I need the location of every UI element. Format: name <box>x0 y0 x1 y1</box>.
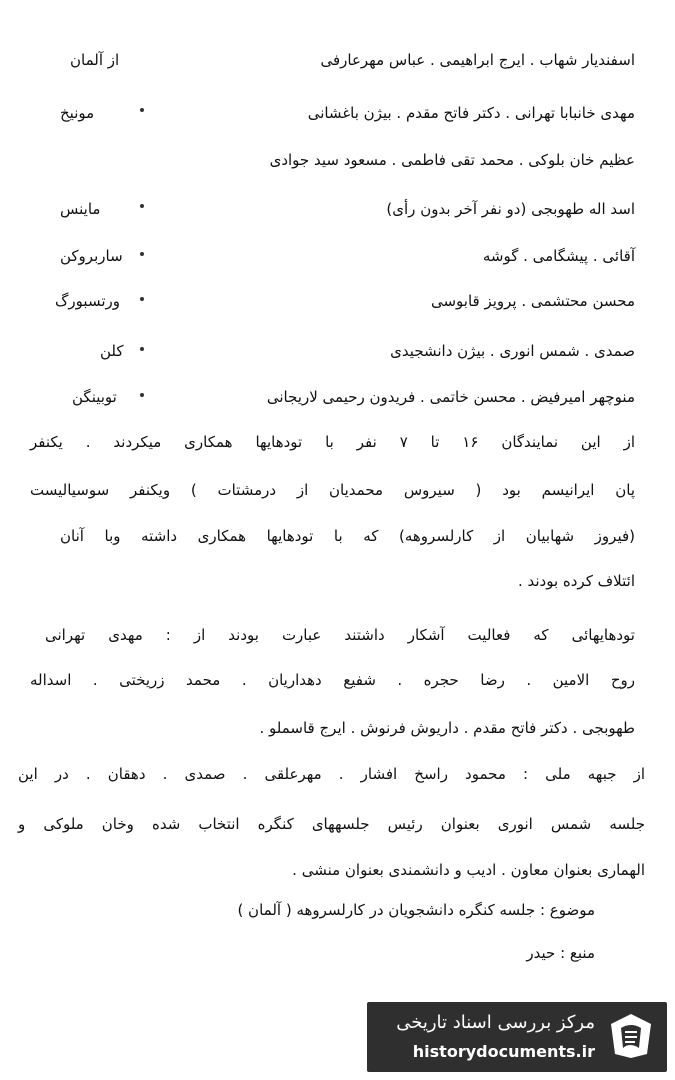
attendance-row <box>267 387 635 407</box>
city-label: کلن <box>100 342 124 360</box>
paragraph-line: الهماری بعنوان معاون . ادیب و دانشمندی بعنوان منشی . <box>292 861 645 879</box>
scan-speck <box>140 393 144 397</box>
paragraph-line: ائتلاف کرده بودند . <box>517 572 635 590</box>
scan-speck <box>140 204 144 208</box>
attendee-names: آقائی . پیشگامی . گوشه <box>482 247 635 265</box>
subject-label: موضوع : <box>539 901 595 919</box>
paragraph-line: پان ایرانیسم بود ( سیروس محمدیان از درمشتات ) ویکنفر سوسیالیست <box>30 481 635 499</box>
subject-text: جلسه کنگره دانشجویان در کارلسروهه ( آلمان ) <box>237 901 536 919</box>
paragraph-line: از این نمایندگان ۱۶ تا ۷ نفر با تودهایها همکاری میکردند . یکنفر <box>30 433 635 451</box>
scan-speck <box>140 108 144 112</box>
attendee-names: اسد اله طهوبجی (دو نفر آخر بدون رأی) <box>386 200 635 218</box>
scan-speck <box>140 297 144 301</box>
city-label: مونیخ <box>60 104 95 122</box>
attendance-row <box>205 199 635 219</box>
paragraph-line: از جبهه ملی : محمود راسخ افشار . مهرعلقی . صمدی . دهقان . در این <box>18 765 645 783</box>
attendance-row <box>205 50 635 70</box>
attendee-names: منوچهر امیرفیض . محسن خاتمی . فریدون رحیمی لاریجانی <box>266 388 635 406</box>
paragraph-line: (فیروز شهابیان از کارلسروهه) که با تودهایها همکاری داشته وبا آنان <box>60 527 635 545</box>
scan-speck <box>140 252 144 256</box>
watermark-url[interactable]: historydocuments.ir <box>412 1042 595 1061</box>
attendee-names: عظیم خان بلوکی . محمد تقی فاطمی . مسعود سید جوادی <box>269 151 635 169</box>
attendance-row <box>390 341 635 361</box>
paragraph-line: جلسه شمس انوری بعنوان رئیس جلسههای کنگره انتخاب شده وخان ملوکی و <box>18 815 645 833</box>
paragraph-line: طهوبجی . دکتر فاتح مقدم . داریوش فرنوش . ایرج قاسملو . <box>259 719 635 737</box>
attendee-names: محسن محتشمی . پرویز قابوسی <box>430 292 635 310</box>
attendance-row <box>205 103 635 123</box>
source-line <box>526 943 595 963</box>
paragraph-line: تودهایهائی که فعالیت آشکار داشتند عبارت بودند از : مهدی تهرانی <box>45 626 635 644</box>
city-label: ماینس <box>60 200 101 218</box>
attendee-names: مهدی خانبابا تهرانی . دکتر فاتح مقدم . بیژن باغشانی <box>307 104 635 122</box>
scan-speck <box>140 347 144 351</box>
attendance-row <box>431 291 635 311</box>
attendee-names: صمدی . شمس انوری . بیژن دانشجیدی <box>390 342 635 360</box>
city-label: ساربروکن <box>60 247 123 265</box>
paragraph-line: روح الامین . رضا حجره . شفیع دهداریان . محمد زریختی . اسداله <box>30 671 635 689</box>
watermark-title: مرکز بررسی اسناد تاریخی <box>396 1012 595 1033</box>
city-label: ورتسبورگ <box>55 292 120 310</box>
city-label: از آلمان <box>70 51 120 69</box>
watermark-banner <box>367 1002 667 1072</box>
attendee-names: اسفندیار شهاب . ایرج ابراهیمی . عباس مهرعارفی <box>320 51 635 69</box>
attendance-row <box>483 246 635 266</box>
source-label: منبع : <box>560 944 595 962</box>
source-text: حیدر <box>526 944 556 962</box>
subject-line <box>237 900 595 920</box>
attendance-row <box>205 150 635 170</box>
archive-logo-icon <box>605 1010 657 1062</box>
city-label: توبینگن <box>72 388 117 406</box>
